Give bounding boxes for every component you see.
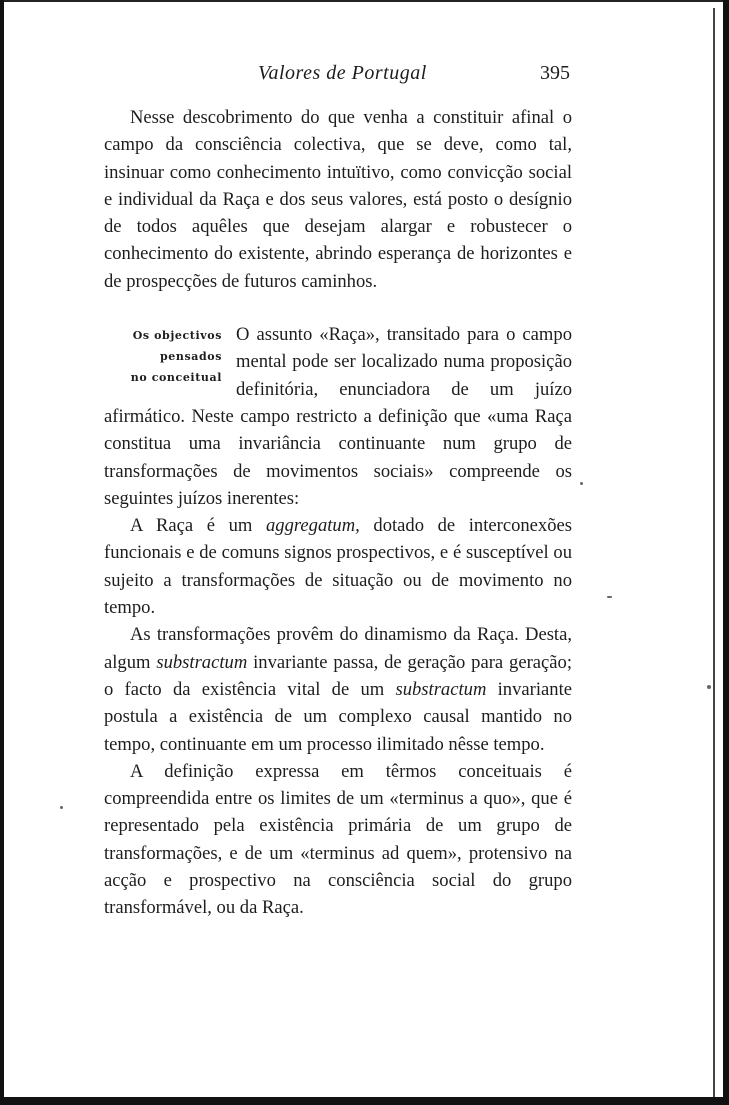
side-heading-line-3: no conceitual <box>130 371 222 385</box>
scan-speck <box>60 806 63 809</box>
side-heading-line-2: pensados <box>159 350 222 364</box>
paragraph-3-emphasis: aggregatum, <box>265 515 360 537</box>
paragraph-4-text-c: invariante postula a existência de um complexo causal mantido no tempo, continuante em um processo ilimitado nêsse tempo. <box>104 678 572 755</box>
paragraph-4-text-b: invariante passa, de geração para geração; o facto da existência vital de um <box>104 651 572 700</box>
scan-border-right <box>723 0 729 1105</box>
scan-border-bottom <box>0 1097 729 1105</box>
side-heading <box>104 325 222 388</box>
paragraph-4-emphasis-1: substractum <box>156 651 248 673</box>
page-body <box>104 104 572 922</box>
paragraph-2: O assunto «Raça», transitado para o campo mental pode ser localizado numa proposição definitória, enunciadora de um juízo afirmático. Neste campo restricto a definição que «uma Raça constitua uma invariância continuante num grupo de transformações de movimentos sociais» compreende os seguintes juízos inerentes: <box>104 324 572 509</box>
scan-speck <box>707 685 711 689</box>
side-heading-line-1: Os objectivos <box>132 329 222 343</box>
running-title: Valores de Portugal <box>258 62 427 84</box>
paragraph-4 <box>104 621 572 757</box>
paragraph-4-emphasis-2: substractum <box>395 678 487 700</box>
paragraph-3-text-b: dotado de interconexões funcionais e de comuns signos prospectivos, e é susceptível ou sujeito a transformações de situação ou de movimento no tempo. <box>104 515 572 619</box>
paragraph-5: A definição expressa em têrmos conceituais é compreendida entre os limites de um «terminus a quo», que é representado pela existência primária de um grupo de transformações, e de um «terminus ad quem», protensivo na acção e prospectivo na consciência social do grupo transformável, ou da Raça. <box>104 760 572 919</box>
paragraph-4-text-a: As transformações provêm do dinamismo da Raça. Desta, algum <box>104 624 572 673</box>
paragraph-3 <box>104 512 572 621</box>
scan-border-right-inner <box>713 8 715 1098</box>
page-header <box>100 62 570 92</box>
paragraph-3-text-a: A Raça é um <box>130 515 266 537</box>
scan-border-left <box>0 0 4 1105</box>
scan-speck <box>580 482 583 485</box>
scan-border-top <box>0 0 729 2</box>
paragraph-1: Nesse descobrimento do que venha a constituir afinal o campo da consciência colectiva, que se deve, como tal, insinuar como conhecimento intuïtivo, como convicção social e individual da Raça e dos seus valores, está posto o desígnio de todos aquêles que desejam alargar e robustecer o conhecimento do existente, abrindo esperança de horizontes e de prospecções de futuros caminhos. <box>104 107 572 292</box>
page-number: 395 <box>540 62 570 84</box>
scan-speck <box>607 596 612 598</box>
section-gap <box>104 295 572 321</box>
